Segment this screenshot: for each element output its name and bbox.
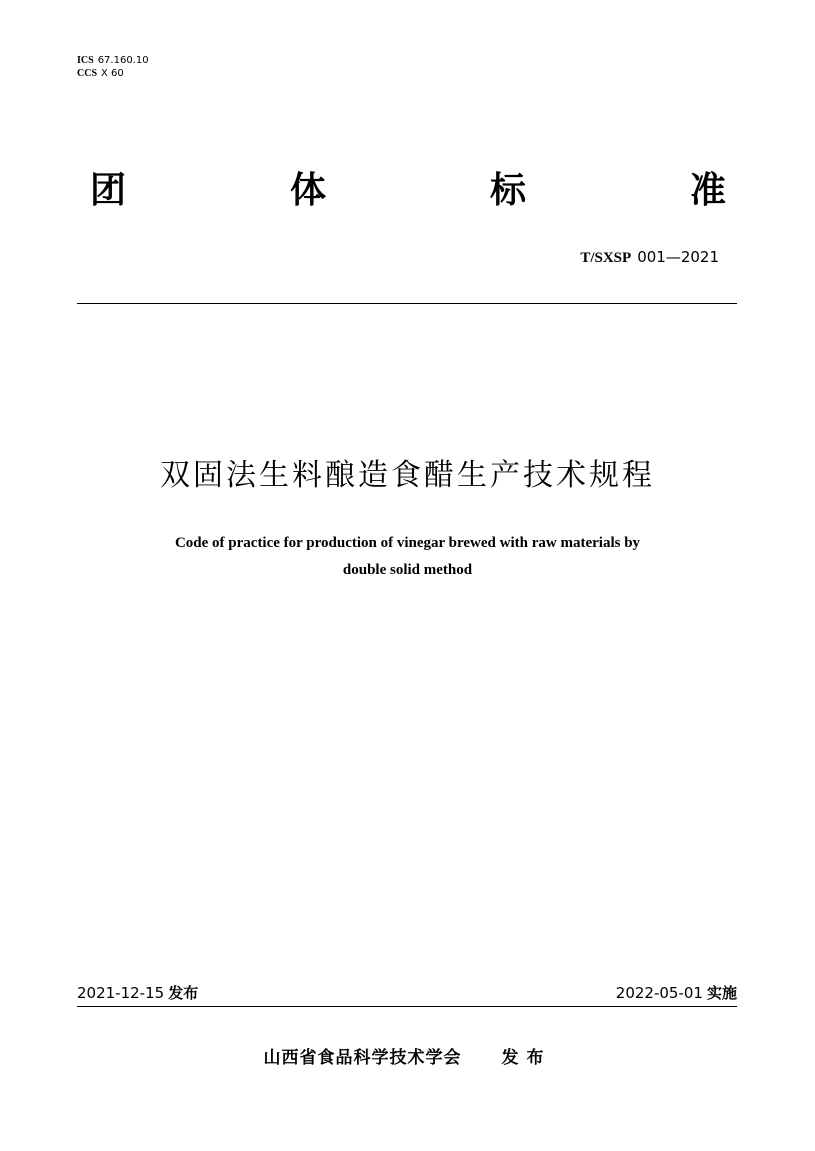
implementation-date [616, 983, 737, 1003]
document-title-english [100, 530, 715, 584]
publisher-organization: 山西省食品科学技术学会 [263, 1048, 462, 1068]
top-divider [77, 303, 737, 304]
standard-type-char: 标 [489, 170, 526, 211]
document-title-chinese: 双固法生料酿造食醋生产技术规程 [160, 458, 655, 493]
classification-codes [77, 54, 149, 80]
english-title-line: Code of practice for production of vinegar brewed with raw materials by [174, 535, 641, 551]
english-title-line: double solid method [342, 562, 473, 578]
ics-code [77, 54, 149, 67]
standard-type-char: 团 [90, 170, 127, 211]
ics-label: ICS [77, 55, 94, 66]
implementation-date-label: 实施 [706, 984, 737, 1002]
standard-type-heading [90, 166, 726, 216]
ccs-value: X 60 [101, 68, 124, 79]
publisher-action: 发布 [501, 1048, 552, 1068]
ccs-code [77, 67, 149, 80]
ccs-label: CCS [77, 68, 98, 79]
bottom-divider [77, 1006, 737, 1007]
standard-type-char: 准 [689, 170, 726, 211]
issue-date [77, 983, 198, 1003]
standard-number-prefix: T/SXSP [580, 250, 632, 266]
standard-type-char: 体 [289, 170, 326, 211]
standard-number-value: 001—2021 [637, 248, 719, 266]
ics-value: 67.160.10 [97, 55, 149, 66]
implementation-date-value: 2022-05-01 [615, 984, 703, 1002]
issue-date-value: 2021-12-15 [77, 984, 165, 1002]
standard-number [580, 247, 719, 268]
publisher-line [0, 1046, 815, 1070]
issue-date-label: 发布 [168, 984, 199, 1002]
